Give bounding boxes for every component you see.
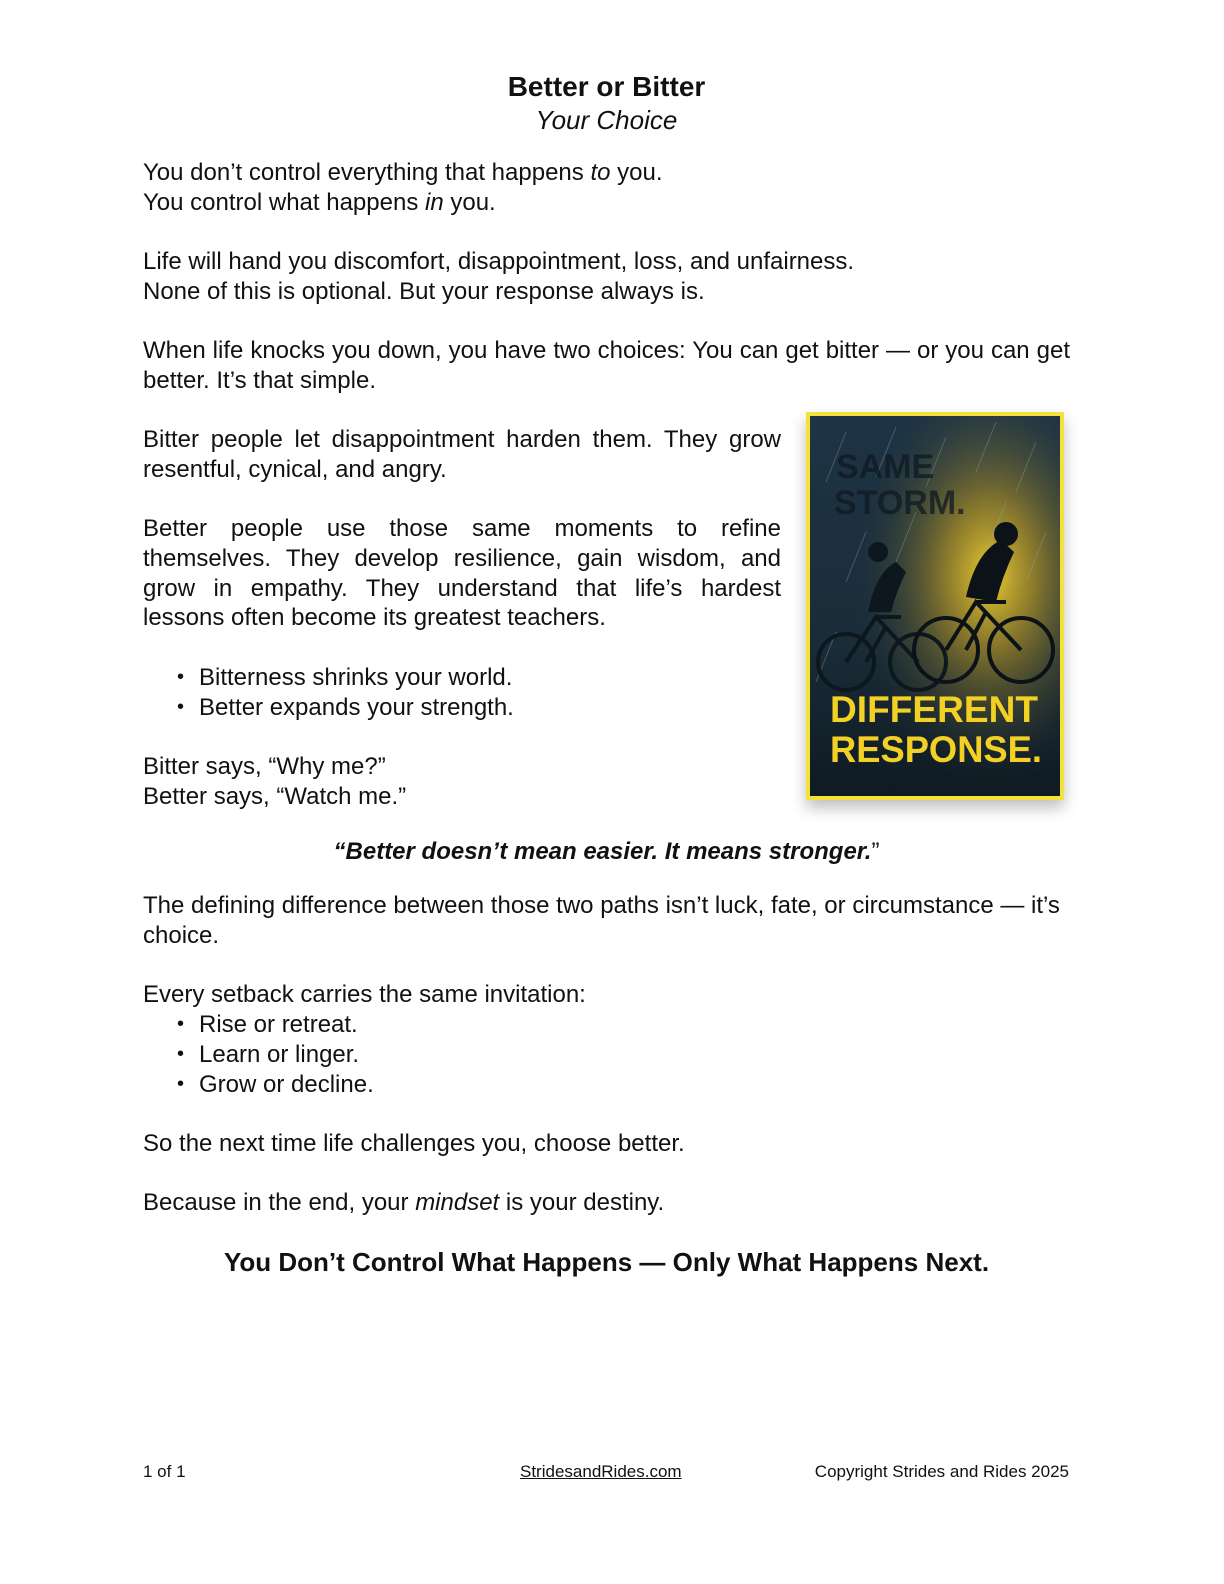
copyright-notice: Copyright Strides and Rides 2025 [814,1462,1069,1481]
life-line-1: Life will hand you discomfort, disappointment, loss, and unfairness. [143,248,855,276]
bitter-says: Bitter says, “Why me?” [143,752,386,780]
list-item: • Better expands your strength. [199,693,781,723]
list-item: • Learn or linger. [199,1040,1070,1070]
poster-top-text-1: SAME [836,448,935,486]
page-number: 1 of 1 [143,1462,186,1481]
left-column [143,425,781,811]
mindset-line: Because in the end, your mindset is your destiny. [143,1189,665,1217]
poster-image [806,412,1064,800]
next-time-line: So the next time life challenges you, choose better. [143,1129,685,1157]
poster-bottom-text-2: RESPONSE. [830,729,1042,770]
intro-line-2: You control what happens in you. [143,188,496,216]
intro-line-1: You don’t control everything that happens to you. [143,159,663,186]
website-link[interactable]: StridesandRides.com [520,1462,682,1481]
choice-paragraph: When life knocks you down, you have two choices: You can get bitter — or you can get better. It’s that simple. [143,337,1070,394]
bullet-list-invitation [143,1010,1070,1099]
difference-paragraph: The defining difference between those two paths isn’t luck, fate, or circumstance — it’s choice. [143,892,1060,950]
list-item: • Rise or retreat. [199,1010,1070,1040]
invitation-line: Every setback carries the same invitation: [143,981,586,1009]
poster-top-text-2: STORM. [834,484,966,522]
better-says: Better says, “Watch me.” [143,782,407,810]
bitter-paragraph: Bitter people let disappointment harden them. They grow resentful, cynical, and angry. [143,426,781,483]
pull-quote: “Better doesn’t mean easier. It means stronger.” [333,838,880,866]
page-title: Better or Bitter [507,71,706,102]
bullet-list-strength [143,663,781,722]
list-item: • Grow or decline. [199,1070,1070,1100]
poster-bottom-text-1: DIFFERENT [830,689,1039,730]
closing-headline: You Don’t Control What Happens — Only What Happens Next. [223,1247,990,1278]
life-line-2: None of this is optional. But your response always is. [143,277,705,305]
page-subtitle: Your Choice [535,105,678,135]
better-paragraph: Better people use those same moments to refine themselves. They develop resilience, gain wisdom, and grow in empathy. They understand that life’s hardest lessons often become its greatest teachers. [143,515,781,632]
poster-graphic [806,412,1064,800]
list-item: • Bitterness shrinks your world. [199,663,781,693]
